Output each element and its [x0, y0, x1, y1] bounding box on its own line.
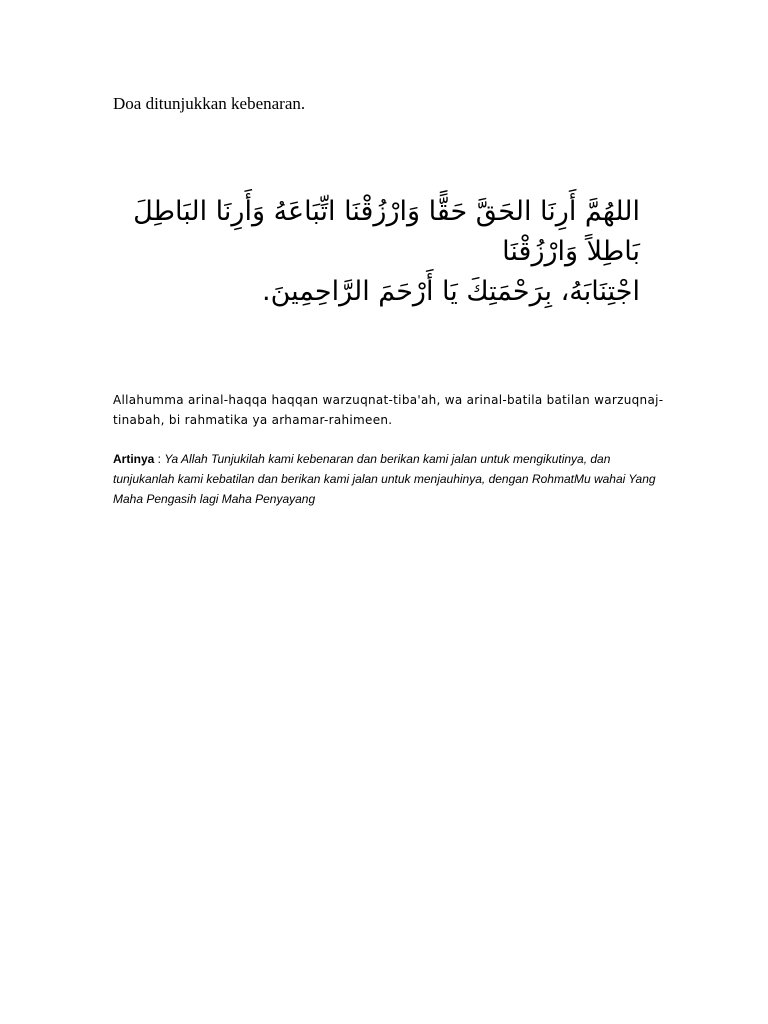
- arabic-line-2: بَاطِلاً وَارْزُقْنَا: [502, 236, 640, 267]
- transliteration-paragraph: Allahumma arinal-haqqa haqqan warzuqnat-tiba'ah, wa arinal-batila batilan warzuqnaj-tinabah, bi rahmatika ya arhamar-rahimeen.: [113, 393, 664, 427]
- document-title: Doa ditunjukkan kebenaran.: [113, 94, 306, 113]
- translation-text: Ya Allah Tunjukilah kami kebenaran dan berikan kami jalan untuk mengikutinya, dan tunjukanlah kami kebatilan dan berikan kami jalan untuk menjauhinya, dengan RohmatMu wahai Yang Maha Pengasih lagi Maha Penyayang: [113, 452, 656, 506]
- arabic-prayer: [120, 192, 640, 312]
- arabic-line-1: اللهُمَّ أَرِنَا الحَقَّ حَقًّا وَارْزُقْنَا اتِّبَاعَهُ وَأَرِنَا البَاطِلَ: [133, 196, 640, 227]
- translation-paragraph: [113, 449, 673, 509]
- translation-label: Artinya: [113, 452, 155, 466]
- translation-separator: :: [154, 452, 165, 466]
- arabic-line-3: اجْتِنَابَهُ، بِرَحْمَتِكَ يَا أَرْحَمَ الرَّاحِمِينَ.: [261, 276, 640, 307]
